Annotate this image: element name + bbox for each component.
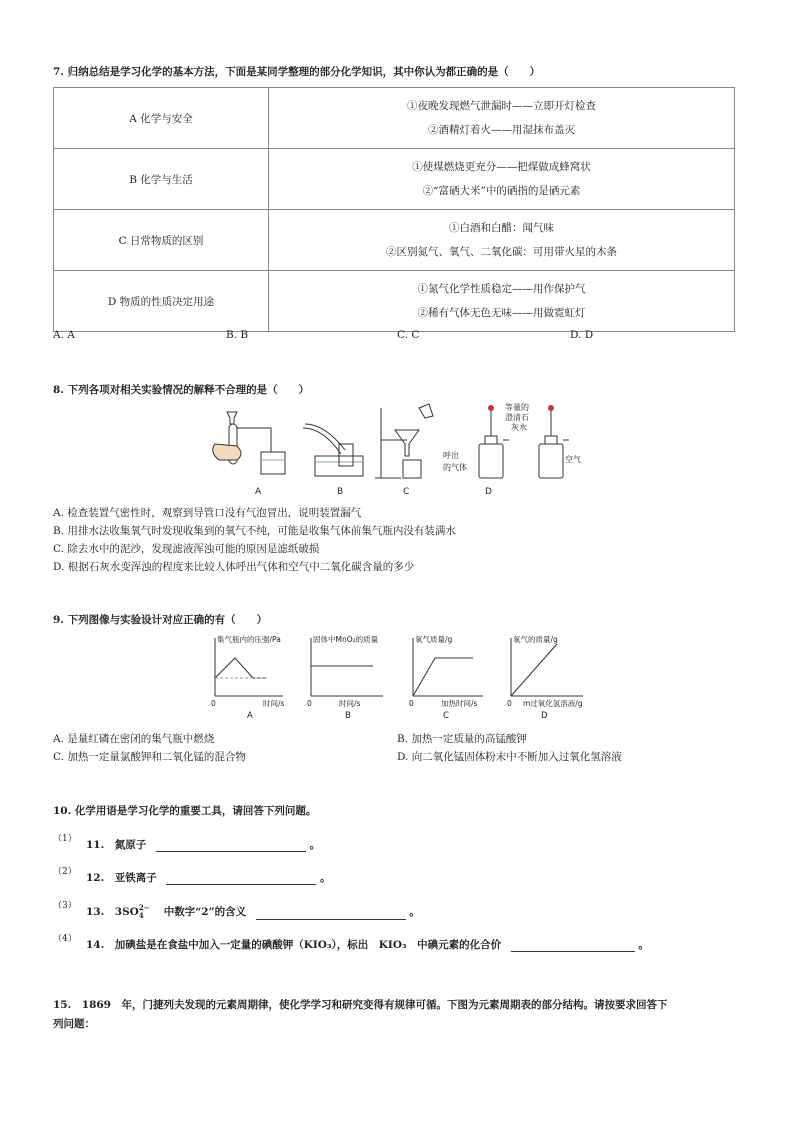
graph-c-origin: 0 (409, 699, 414, 708)
graph-c (413, 638, 483, 696)
q10-part-end: 。 (409, 906, 420, 918)
q10-formula-sub: 4 (138, 911, 144, 920)
q10-part-number: （3） (53, 901, 77, 911)
q8-option-a[interactable]: A. 检查装置气密性时，观察到导管口没有气泡冒出，说明装置漏气 (53, 507, 362, 519)
q10-title: 10. 化学用语是学习化学的重要工具，请回答下列问题。 (53, 805, 317, 817)
q7-table (53, 87, 735, 332)
q15-line-1: 15. 1869 年，门捷列夫发现的元素周期律，使化学学习和研究变得有规律可循。下图为元素周期表的部分结构。请按要求回答下 (53, 999, 668, 1011)
q10-formula-sup: 2− (138, 903, 150, 912)
answer-blank[interactable] (256, 907, 406, 920)
apparatus-d-label: 澄清石 (505, 413, 529, 422)
graph-d-ylabel: 氧气的质量/g (513, 635, 558, 644)
answer-blank[interactable] (511, 939, 635, 952)
graph-d-curve (511, 644, 557, 696)
q7-option-c[interactable]: C. C (397, 329, 420, 341)
apparatus-d-label: 呼出 (443, 451, 459, 460)
q10-part-2 (86, 870, 331, 885)
q7-row-line: ②酒精灯着火——用湿抹布盖灭 (428, 124, 575, 136)
graph-a-xlabel: 时间/s (263, 699, 285, 708)
q9-option-a[interactable]: A. 是量红磷在密闭的集气瓶中燃烧 (53, 733, 215, 745)
q9-graphs-figure (205, 630, 605, 725)
q9-option-c[interactable]: C. 加热一定量氯酸钾和二氧化锰的混合物 (53, 751, 246, 763)
q10-formula-scripts (139, 904, 150, 920)
apparatus-b-icon (303, 424, 363, 476)
q10-part-3 (86, 904, 420, 920)
q7-row-line: ①使煤燃烧更充分——把煤做成蜂窝状 (412, 161, 591, 173)
q7-row-line: ②“富硒大米”中的硒指的是硒元素 (422, 185, 581, 197)
q7-row-content (269, 210, 735, 271)
graph-d-origin: 0 (507, 699, 512, 708)
apparatus-d-label: 等量的 (505, 403, 529, 412)
answer-blank[interactable] (166, 872, 316, 885)
q10-part-text: 中数字“2”的含义 (153, 906, 247, 918)
graph-c-xlabel: 加热时间/s (441, 699, 478, 708)
q10-part-4 (86, 937, 649, 952)
q7-row-label: B 化学与生活 (54, 149, 269, 210)
table-row (54, 149, 735, 210)
q7-row-label: A 化学与安全 (54, 88, 269, 149)
q9-title: 9. 下列图像与实验设计对应正确的有（ ） (53, 614, 268, 626)
q7-row-label: D 物质的性质决定用途 (54, 271, 269, 332)
q7-option-b[interactable]: B. B (226, 329, 249, 341)
graph-d-xlabel: m过氧化氢溶液/g (523, 699, 583, 708)
q7-row-line: ①白酒和白醋：闻气味 (449, 222, 554, 234)
q10-part-number: （1） (53, 834, 77, 844)
figure-letter: B (337, 487, 344, 497)
apparatus-c-icon (375, 404, 433, 478)
graph-c-ylabel: 氧气质量/g (415, 635, 453, 644)
q7-row-content (269, 88, 735, 149)
q10-part-1 (86, 837, 320, 852)
graph-c-curve (413, 658, 473, 696)
table-row (54, 88, 735, 149)
q7-row-content (269, 149, 735, 210)
q8-title: 8. 下列各项对相关实验情况的解释不合理的是（ ） (53, 384, 310, 396)
answer-blank[interactable] (156, 839, 306, 852)
q10-part-end: 。 (309, 839, 321, 851)
figure-letter: D (485, 487, 492, 497)
apparatus-a-icon (213, 412, 285, 474)
graph-a-curve (215, 658, 267, 678)
figure-letter: A (255, 487, 262, 497)
graph-c-letter: C (443, 711, 449, 721)
graph-b-letter: B (345, 711, 351, 721)
q7-title: 7. 归纳总结是学习化学的基本方法，下面是某同学整理的部分化学知识，其中你认为都正确的是（ ） (53, 66, 541, 78)
q7-row-line: ①夜晚发现燃气泄漏时——立即开灯检查 (407, 100, 596, 112)
graph-d (511, 638, 583, 696)
q8-option-c[interactable]: C. 除去水中的泥沙，发现滤液浑浊可能的原因是滤纸破损 (53, 543, 320, 555)
graph-a (215, 638, 283, 696)
q7-row-line: ②区别氮气、氧气、二氧化碳：可用带火星的木条 (386, 246, 617, 258)
q10-part-number: （2） (53, 867, 77, 877)
q7-row-content (269, 271, 735, 332)
figure-letter: C (403, 487, 410, 497)
q9-option-d[interactable]: D. 向二氧化锰固体粉末中不断加入过氧化氢溶液 (397, 751, 622, 763)
q7-option-a[interactable]: A. A (53, 329, 75, 341)
q8-apparatus-figure (205, 400, 581, 500)
q10-part-end: 。 (638, 939, 649, 951)
q10-part-text: 11. 氮原子 (86, 839, 147, 851)
graph-b-xlabel: 时间/s (339, 699, 361, 708)
q9-option-b[interactable]: B. 加热一定质量的高锰酸钾 (397, 733, 527, 745)
q8-option-b[interactable]: B. 用排水法收集氧气时发现收集到的氧气不纯，可能是收集气体前集气瓶内没有装满水 (53, 525, 456, 537)
q8-option-d[interactable]: D. 根据石灰水变浑浊的程度来比较人体呼出气体和空气中二氧化碳含量的多少 (53, 561, 415, 573)
apparatus-d-label: 空气 (565, 455, 581, 464)
graph-a-ylabel: 集气瓶内的压强/Pa (217, 635, 281, 644)
graph-b (311, 638, 383, 696)
table-row (54, 271, 735, 332)
q7-row-line: ①氮气化学性质稳定——用作保护气 (417, 283, 586, 295)
q7-row-label: C 日常物质的区别 (54, 210, 269, 271)
apparatus-d-label: 的气体 (443, 463, 467, 472)
graph-d-letter: D (541, 711, 548, 721)
table-row (54, 210, 735, 271)
graph-a-letter: A (247, 711, 253, 721)
q10-part-number: （4） (53, 934, 77, 944)
q10-part-end: 。 (320, 872, 331, 884)
graph-b-origin: 0 (307, 699, 312, 708)
q7-row-line: ②稀有气体无色无味——用做霓虹灯 (417, 307, 586, 319)
graph-b-ylabel: 固体中MnO₂的质量 (313, 635, 379, 644)
apparatus-d-label: 灰水 (511, 423, 527, 432)
graph-a-origin: 0 (211, 699, 216, 708)
q7-option-d[interactable]: D. D (570, 329, 594, 341)
q10-part-text: 14. 加碘盐是在食盐中加入一定量的碘酸钾（KIO₃），标出 KIO₃ 中碘元素的化合价 (86, 939, 502, 951)
q15-line-2: 列问题： (53, 1018, 95, 1030)
q10-part-text: 12. 亚铁离子 (86, 872, 157, 884)
q10-formula: 13. 3SO (86, 906, 139, 918)
